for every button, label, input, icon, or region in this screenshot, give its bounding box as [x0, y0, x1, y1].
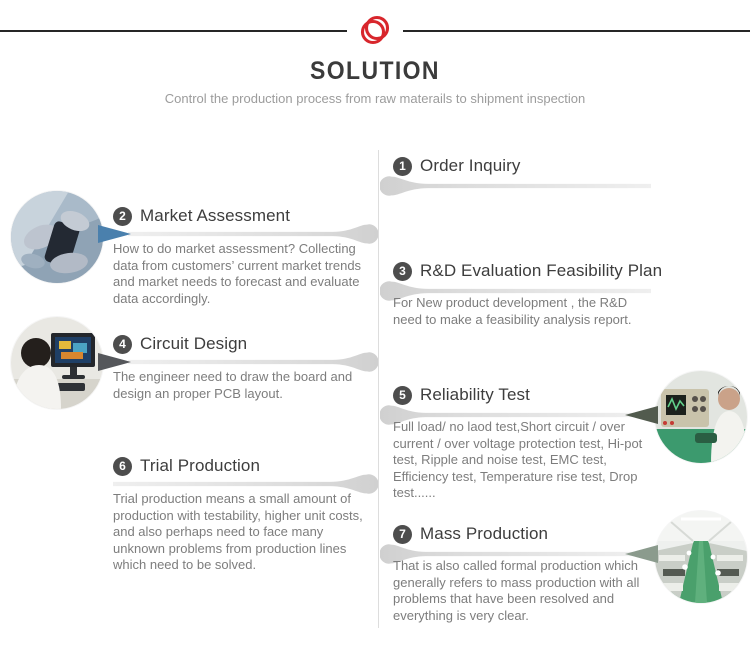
step-trial-production	[113, 456, 365, 574]
step-number-badge: 1	[393, 157, 412, 176]
swirl-logo-icon	[356, 12, 394, 50]
mass-production-photo	[655, 511, 747, 603]
reliability-test-photo	[655, 371, 747, 463]
step-number-badge: 2	[113, 207, 132, 226]
step-number-badge: 4	[113, 335, 132, 354]
market-assessment-photo	[11, 191, 103, 283]
step-reliability-test	[393, 385, 673, 502]
photo-pointer	[625, 406, 658, 424]
step-heading	[393, 524, 673, 544]
step-circuit-design	[113, 334, 365, 402]
step-heading	[393, 156, 673, 176]
step-number-badge: 6	[113, 457, 132, 476]
step-number-badge: 3	[393, 262, 412, 281]
step-title: Market Assessment	[140, 206, 291, 225]
photo-pointer	[98, 225, 131, 243]
circuit-design-photo	[11, 317, 103, 409]
step-description: Full load/ no laod test,Short circuit / over current / over voltage protection test, Hi-pot test, Ripple and noise test, EMC test, Efficiency test, Temperature rise test, Drop test......	[393, 419, 643, 500]
step-title: R&D Evaluation Feasibility Plan	[420, 261, 663, 280]
step-description: The engineer need to draw the board and design an proper PCB layout.	[113, 369, 353, 401]
step-description: Trial production means a small amount of production with testability, higher unit costs, and also perhaps need to face many unknown problems from production lines which need to be solved.	[113, 491, 363, 572]
center-divider-line	[378, 150, 379, 628]
step-number-badge: 7	[393, 525, 412, 544]
step-rd-evaluation	[393, 261, 673, 328]
step-heading	[393, 385, 673, 405]
step-title: Mass Production	[420, 524, 549, 543]
brand-logo	[347, 10, 403, 52]
step-description: That is also called formal production which generally refers to mass production with all problems that have been resolved and everything is very clear.	[393, 558, 640, 623]
step-heading	[393, 261, 673, 281]
step-description: How to do market assessment? Collecting data from customers’ current market trends and market needs to forecast and evaluate data accordingly.	[113, 241, 362, 306]
step-market-assessment	[113, 206, 365, 307]
step-title: Order Inquiry	[420, 156, 521, 175]
photo-pointer	[98, 353, 131, 371]
page-subtitle: Control the production process from raw materails to shipment inspection	[164, 91, 586, 106]
photo-pointer	[625, 545, 658, 563]
step-title: Circuit Design	[140, 334, 248, 353]
step-order-inquiry	[393, 156, 673, 197]
step-mass-production	[393, 524, 673, 624]
step-title: Trial Production	[140, 456, 261, 475]
page-title: SOLUTION	[310, 57, 440, 85]
step-title: Reliability Test	[420, 385, 530, 404]
step-description: For New product development , the R&D need to make a feasibility analysis report.	[393, 295, 632, 327]
step-number-badge: 5	[393, 386, 412, 405]
connector-teardrop-line	[380, 175, 652, 197]
